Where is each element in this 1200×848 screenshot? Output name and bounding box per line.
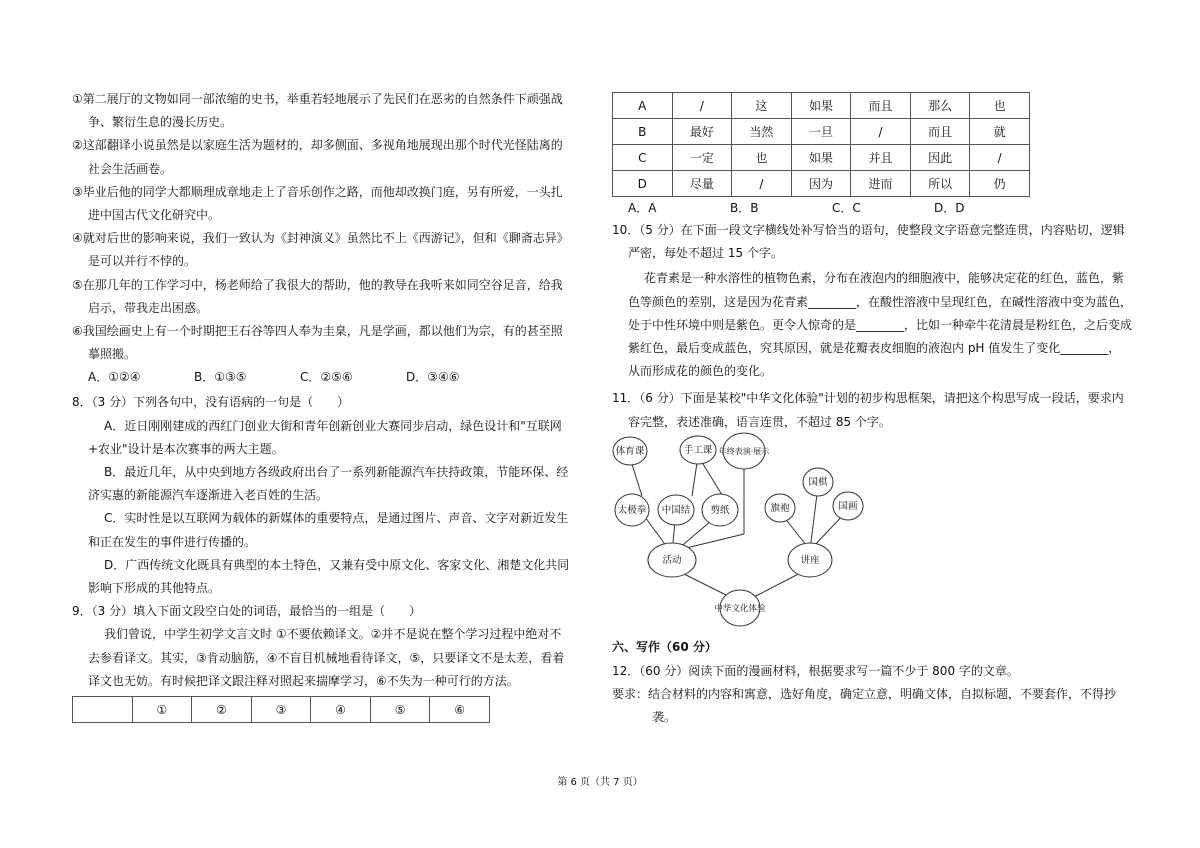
option-table-cell: 就: [970, 119, 1030, 145]
option-table-cell: B: [613, 119, 673, 145]
option-table-cell: 因此: [910, 145, 970, 171]
option-table-cell: 仍: [970, 171, 1030, 197]
question-7-statements: [72, 88, 572, 366]
option-table-cell: C: [613, 145, 673, 171]
option-table-cell: 最好: [672, 119, 732, 145]
question-7-statement: ③毕业后他的同学大都顺理成章地走上了音乐创作之路，而他却改换门庭，另有所爱，一头扎进中国古代文化研究中。: [72, 184, 563, 223]
option-table-cell: 这: [732, 93, 792, 119]
option-table-cell: 一定: [672, 145, 732, 171]
option-table-cell: /: [851, 119, 911, 145]
option-label: D．③④⑥: [406, 370, 460, 385]
diagram-center: 中华文化体验: [714, 603, 766, 614]
question-9-blank-table: [72, 696, 490, 723]
blank-table-cell: ④: [311, 697, 371, 723]
question-8-option: B．最近几年，从中央到地方各级政府出台了一系列新能源汽车扶持政策，节能环保、经济实惠的新能源汽车逐渐进入老百姓的生活。: [88, 465, 569, 503]
diagram-node-label: 年终表演·展示: [718, 446, 770, 456]
option-label: D．D: [934, 201, 965, 215]
question-9-option-table: [612, 92, 1030, 197]
question-7-statement: ④就对后世的影响来说，我们一致认为《封神演义》虽然比不上《西游记》，但和《聊斋志异》是可以并行不悖的。: [72, 231, 569, 269]
option-table-row: [613, 145, 1030, 171]
page-footer: 第 6 页（共 7 页）: [557, 777, 643, 788]
question-7-statement: ①第二展厅的文物如同一部浓缩的史书，举重若轻地展示了先民们在恶劣的自然条件下顽强战争、繁衍生息的漫长历史。: [72, 92, 563, 130]
question-8-option: A．近日刚刚建成的西红门创业大街和青年创新创业大赛同步启动，绿色设计和"互联网+农业"设计是本次赛事的两大主题。: [88, 418, 562, 456]
question-9-choices: [612, 197, 1132, 219]
blank-table-cell: [73, 697, 133, 723]
question-7-options: [72, 366, 572, 389]
option-table-cell: /: [970, 145, 1030, 171]
diagram-node-label: 剪纸: [710, 504, 730, 516]
blank-table-cell: ③: [251, 697, 311, 723]
option-table-cell: D: [613, 171, 673, 197]
option-table-cell: 当然: [732, 119, 792, 145]
diagram-branch-left: 活动: [662, 554, 682, 566]
question-8-options: [72, 415, 572, 601]
question-8-stem: 8．（3 分）下列各句中，没有语病的一句是（ ）: [72, 395, 350, 410]
diagram-node-label: 国棋: [808, 476, 828, 488]
question-7-statement: ⑤在那几年的工作学习中，杨老师给了我很大的帮助，他的教导在我听来如同空谷足音，给我启示，带我走出困惑。: [72, 277, 563, 315]
question-9-stem: 9．（3 分）填入下面文段空白处的词语，最恰当的一组是（ ）: [72, 604, 422, 619]
diagram-node-label: 太极拳: [617, 504, 647, 516]
question-11-stem: 11．（6 分）下面是某校"中华文化体验"计划的初步构思框架，请把这个构思写成一段话，要求内容完整，表述准确，语言连贯，不超过 85 个字。: [612, 391, 1124, 429]
question-7-statement: ⑥我国绘画史上有一个时期把王石谷等四人奉为圭臬，凡是学画，都以他们为宗，有的甚至照摹照搬。: [72, 324, 563, 362]
option-table-cell: 那么: [910, 93, 970, 119]
question-12-requirement: 要求：结合材料的内容和寓意，选好角度，确定立意，明确文体，自拟标题，不要套作，不得抄袭。: [612, 687, 1117, 725]
option-table-row: [613, 171, 1030, 197]
option-table-cell: 尽量: [672, 171, 732, 197]
option-label: A．①②④: [88, 370, 141, 385]
option-table-cell: 如果: [791, 93, 851, 119]
option-label: A．A: [628, 201, 657, 215]
question-12-stem: 12．（60 分）阅读下面的漫画材料，根据要求写一篇不少于 800 字的文章。: [612, 663, 1019, 678]
blank-table-cell: ⑤: [370, 697, 430, 723]
option-table-cell: /: [732, 171, 792, 197]
option-label: C．②⑤⑥: [300, 370, 353, 385]
question-8-option: C．实时性是以互联网为载体的新媒体的重要特点，是通过图片、声音、文字对新近发生和正在发生的事件进行传播的。: [88, 511, 569, 549]
option-label: C．C: [832, 201, 861, 215]
right-column: [612, 92, 1132, 729]
option-table-row: [613, 93, 1030, 119]
option-label: B．①③⑤: [194, 370, 247, 385]
option-label: B．B: [730, 201, 759, 215]
left-column: [72, 88, 572, 723]
blank-table-cell: ②: [192, 697, 252, 723]
option-table-cell: 进而: [851, 171, 911, 197]
option-table-cell: 而且: [851, 93, 911, 119]
option-table-cell: 并且: [851, 145, 911, 171]
diagram-node-label: 旗袍: [770, 502, 790, 514]
culture-experience-diagram: [612, 438, 858, 628]
option-table-cell: 如果: [791, 145, 851, 171]
diagram-node-label: 中国结: [661, 504, 691, 516]
diagram-node-label: 体育课: [615, 445, 645, 457]
option-table-cell: 也: [970, 93, 1030, 119]
question-8-option: D．广西传统文化既具有典型的本土特色，又兼有受中原文化、客家文化、湘楚文化共同影响下形成的其他特点。: [88, 557, 570, 596]
diagram-node-label: 国画: [838, 500, 858, 512]
option-table-row: [613, 119, 1030, 145]
option-table-cell: 因为: [791, 171, 851, 197]
option-table-cell: 所以: [910, 171, 970, 197]
question-10-stem: 10．（5 分）在下面一段文字横线处补写恰当的语句，使整段文字语意完整连贯，内容贴切，逻辑严密，每处不超过 15 个字。: [612, 223, 1125, 261]
option-table-cell: /: [672, 93, 732, 119]
option-table-cell: 一旦: [791, 119, 851, 145]
section-6-title: 六、写作（60 分）: [612, 639, 717, 654]
blank-table-cell: ⑥: [430, 697, 490, 723]
option-table-cell: 也: [732, 145, 792, 171]
option-table-cell: 而且: [910, 119, 970, 145]
blank-table-cell: ①: [132, 697, 192, 723]
question-10-passage: 花青素是一种水溶性的植物色素，分布在液泡内的细胞液中，能够决定花的红色，蓝色，紫色等颜色的差别，这是因为花青素________，在酸性溶液中呈现红色，在碱性溶液中变为蓝色，处于中性环境中则是紫色。更令人惊奇的是________，比如一种牵牛花清晨是粉红色，之后变成紫红色，最后变成蓝色，究其原因，就是花瓣表皮细胞的液泡内 pH 值发生了变化________，从而形成花的颜色的变化。: [628, 271, 1133, 379]
option-table-cell: A: [613, 93, 673, 119]
diagram-node-label: 手工课: [683, 444, 713, 456]
diagram-branch-right: 讲座: [800, 554, 820, 566]
question-7-statement: ②这部翻译小说虽然是以家庭生活为题材的，却多侧面、多视角地展现出那个时代光怪陆离的社会生活画卷。: [72, 138, 563, 176]
question-9-passage: 我们曾说，中学生初学文言文时 ①不要依赖译文。②并不是说在整个学习过程中绝对不去参看译文。其实，③肯动脑筋，④不盲目机械地看待译文，⑤，只要译文不是太差，看着译文也无妨。有时候把译文跟注释对照起来揣摩学习，⑥不失为一种可行的方法。: [88, 627, 565, 688]
